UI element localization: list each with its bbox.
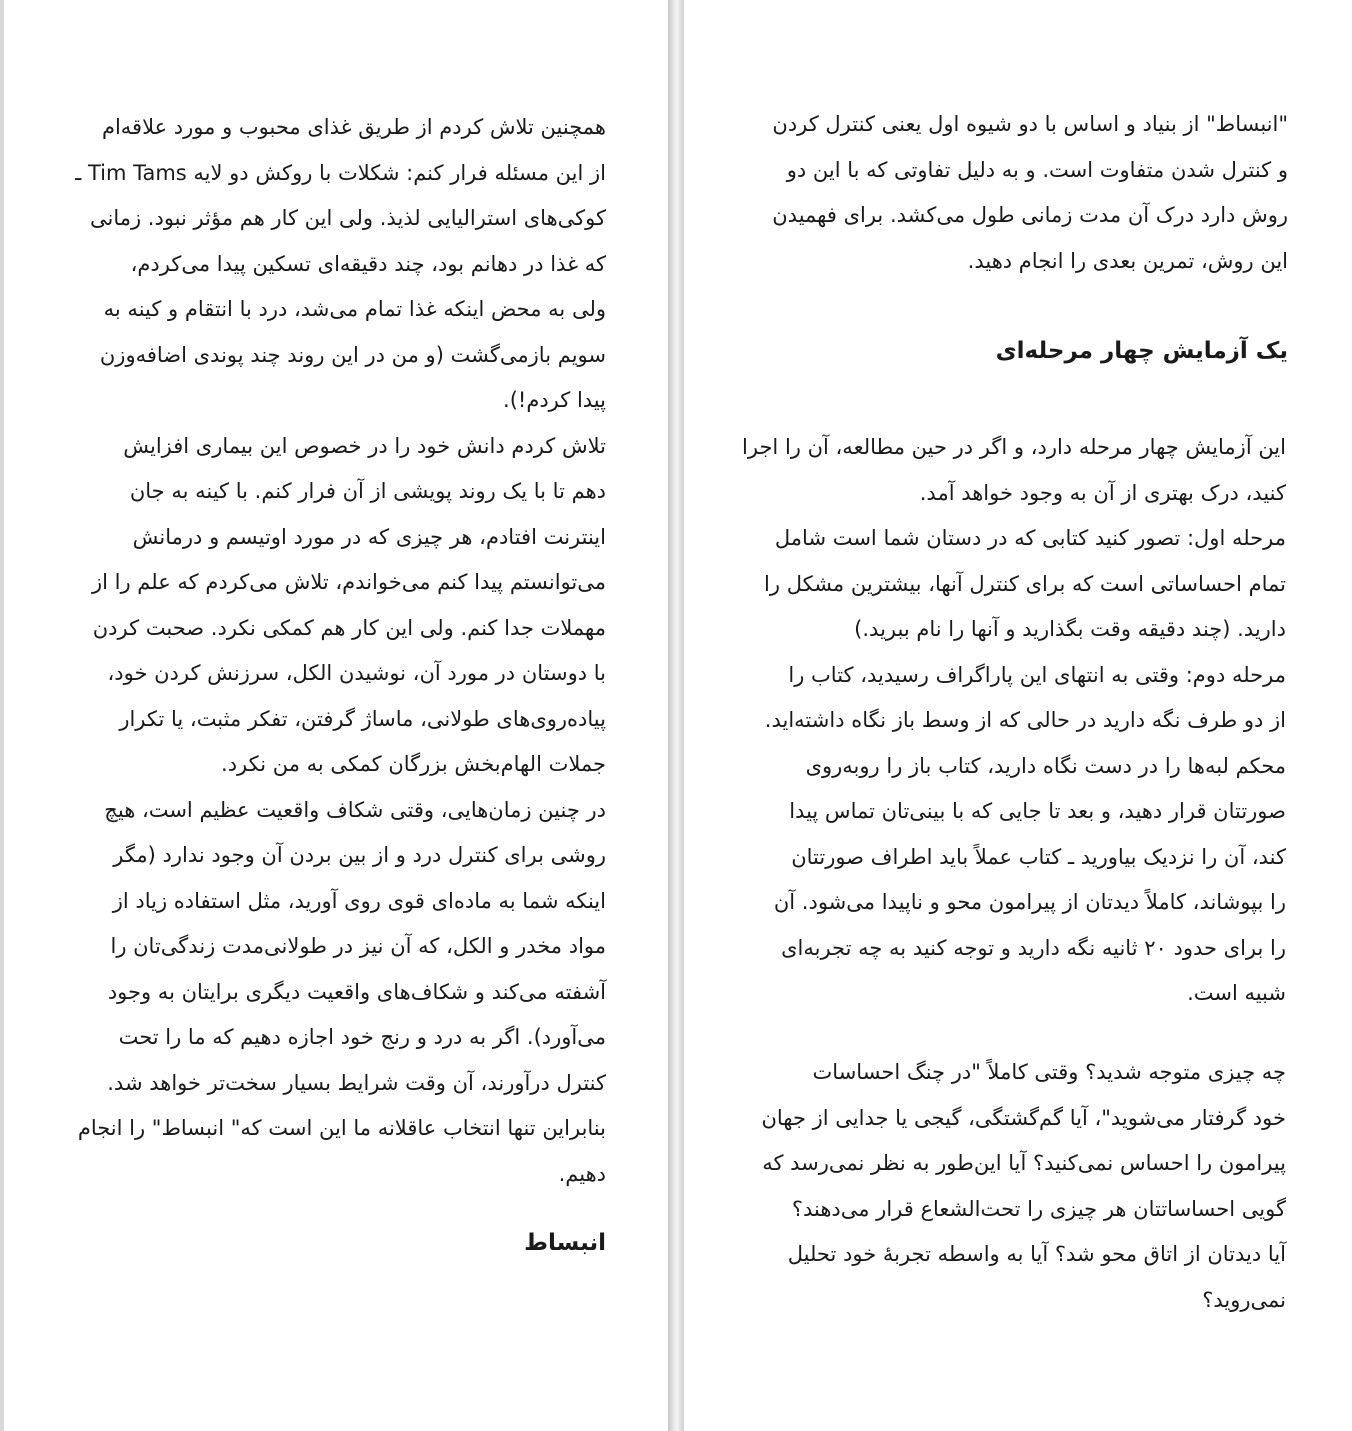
text-line: صورتتان قرار دهید، و بعد تا جایی که با بینی‌تان تماس پیدا bbox=[789, 799, 1286, 823]
text-line: کوکی‌های استرالیایی لذیذ. ولی این کار هم مؤثر نبود. زمانی bbox=[90, 206, 606, 230]
text-line: مرحله دوم: وقتی به انتهای این پاراگراف رسیدید، کتاب را bbox=[788, 662, 1286, 687]
right-page-questions bbox=[761, 1050, 1286, 1323]
right-page-intro bbox=[772, 102, 1288, 284]
text-line: از دو طرف نگه دارید در حالی که از وسط باز نگاه داشته‌اید. bbox=[764, 708, 1286, 732]
text-line: محکم لبه‌ها را در دست نگاه دارید، کتاب باز را روبه‌روی bbox=[805, 753, 1286, 778]
text-line: اینکه شما به ماده‌ای قوی روی آورید، مثل استفاده زیاد از bbox=[112, 888, 606, 913]
text-line: گویی احساساتتان هر چیزی را تحت‌الشعاع قرار می‌دهند؟ bbox=[791, 1196, 1286, 1221]
text-line: تلاش کردم دانش خود را در خصوص این بیماری افزایش bbox=[123, 433, 606, 458]
text-line: کند، آن را نزدیک بیاورید ـ کتاب عملاً باید اطراف صورتتان bbox=[791, 844, 1286, 869]
text-line: پیدا کردم!). bbox=[503, 388, 606, 412]
text-line: پیرامون را احساس نمی‌کنید؟ آیا این‌طور به نظر نمی‌رسد که bbox=[762, 1151, 1286, 1175]
text-line: مواد مخدر و الکل، که آن نیز در طولانی‌مدت زندگی‌تان را bbox=[110, 934, 606, 958]
text-line: پیاده‌روی‌های طولانی، ماساژ گرفتن، تفکر مثبت، یا تکرار bbox=[119, 706, 606, 731]
text-line: نمی‌روید؟ bbox=[1202, 1287, 1286, 1312]
text-line: بنابراین تنها انتخاب عاقلانه ما این است که" انبساط" را انجام bbox=[77, 1116, 606, 1140]
text-line: "انبساط" از بنیاد و اساس با دو شیوه اول یعنی کنترل کردن bbox=[772, 112, 1288, 136]
right-page bbox=[684, 0, 1352, 1431]
text-line: این آزمایش چهار مرحله دارد، و اگر در حین مطالعه، آن را اجرا bbox=[742, 435, 1286, 459]
text-line: روش دارد درک آن مدت زمانی طول می‌کشد. برای فهمیدن bbox=[772, 203, 1288, 227]
text-line: روشی برای کنترل درد و از بین بردن آن وجود ندارد (مگر bbox=[113, 843, 606, 867]
left-page-body bbox=[75, 105, 606, 1197]
text-line: جملات الهام‌بخش بزرگان کمکی به من نکرد. bbox=[221, 752, 606, 776]
text-line: مرحله اول: تصور کنید کتابی که در دستان شما است شامل bbox=[774, 526, 1286, 550]
text-line: آشفته می‌کند و شکاف‌های واقعیت دیگری برایتان به وجود bbox=[107, 979, 606, 1004]
text-line: را بپوشاند، کاملاً دیدتان از پیرامون محو و ناپیدا می‌شود. آن bbox=[773, 890, 1286, 914]
text-line: شبیه است. bbox=[1187, 981, 1286, 1005]
text-line: همچنین تلاش کردم از طریق غذای محبوب و مورد علاقه‌ام bbox=[101, 115, 606, 139]
text-line: با دوستان در مورد آن، نوشیدن الکل، سرزنش کردن خود، bbox=[107, 661, 606, 685]
text-line: ولی به محض اینکه غذا تمام می‌شد، درد با انتقام و کینه به bbox=[103, 297, 606, 321]
book-spine-gutter bbox=[668, 0, 684, 1431]
text-line: چه چیزی متوجه شدید؟ وقتی کاملاً "در چنگ احساسات bbox=[812, 1060, 1286, 1084]
left-page bbox=[0, 0, 668, 1431]
text-line: می‌توانستم پیدا کنم می‌خواندم، تلاش می‌کردم که علم را از bbox=[91, 570, 606, 594]
text-line: و کنترل شدن متفاوت است. و به دلیل تفاوتی که با این دو bbox=[786, 157, 1288, 182]
text-line: این روش، تمرین بعدی را انجام دهید. bbox=[967, 248, 1288, 273]
text-line: آیا دیدتان از اتاق محو شد؟ آیا به واسطه تجربهٔ خود تحلیل bbox=[787, 1242, 1286, 1266]
text-line: که غذا در دهانم بود، چند دقیقه‌ای تسکین پیدا می‌کردم، bbox=[130, 251, 606, 276]
text-line: می‌آورد). اگر به درد و رنج خود اجازه دهیم که ما را تحت bbox=[118, 1025, 606, 1049]
text-line: را برای حدود ۲۰ ثانیه نگه دارید و توجه کنید به چه تجربه‌ای bbox=[781, 935, 1286, 960]
text-line: دهیم. bbox=[558, 1161, 606, 1186]
text-line: از این مسئله فرار کنم: شکلات با روکش دو لایه Tim Tams ـ bbox=[75, 160, 606, 185]
page-edge-shadow bbox=[0, 0, 4, 1431]
section-heading: انبساط bbox=[524, 1230, 606, 1256]
text-line: کنترل درآورند، آن وقت شرایط بسیار سخت‌تر خواهد شد. bbox=[107, 1070, 606, 1095]
text-line: دارید. (چند دقیقه وقت بگذارید و آنها را نام ببرید.) bbox=[854, 617, 1286, 641]
text-line: مهملات جدا کنم. ولی این کار هم کمکی نکرد. صحبت کردن bbox=[92, 615, 606, 640]
right-page-body bbox=[742, 425, 1286, 1017]
text-line: تمام احساساتی است که برای کنترل آنها، بیشترین مشکل را bbox=[764, 571, 1286, 596]
text-line: کنید، درک بهتری از آن به وجود خواهد آمد. bbox=[919, 480, 1286, 505]
text-line: سویم بازمی‌گشت (و من در این روند چند پوندی اضافه‌وزن bbox=[99, 342, 606, 367]
text-line: خود گرفتار می‌شوید"، آیا گم‌گشتگی، گیجی یا جدایی از جهان bbox=[761, 1105, 1286, 1130]
text-line: دهم تا با یک روند پویشی از آن فرار کنم. با کینه به جان bbox=[129, 479, 606, 503]
text-line: در چنین زمان‌هایی، وقتی شکاف واقعیت عظیم است، هیچ bbox=[104, 797, 606, 822]
section-heading: یک آزمایش چهار مرحله‌ای bbox=[995, 338, 1288, 364]
text-line: اینترنت افتادم، هر چیزی که در مورد اوتیسم و درمانش bbox=[132, 524, 606, 549]
